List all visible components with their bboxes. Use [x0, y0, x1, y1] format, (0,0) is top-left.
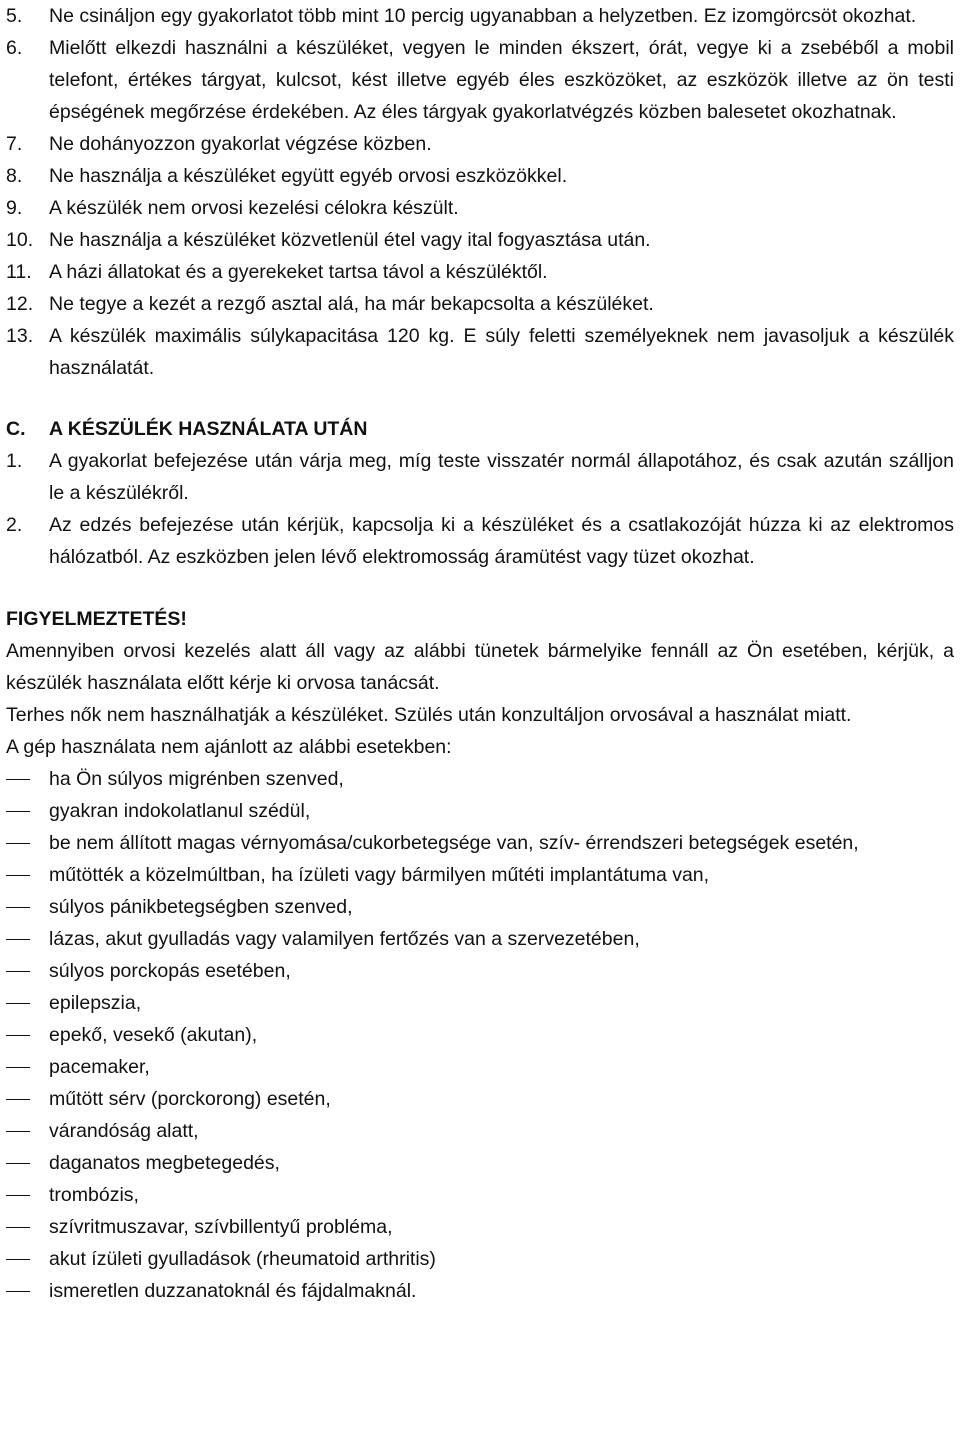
item-number: 8. — [6, 165, 23, 187]
dash-bullet — [6, 1211, 49, 1243]
dash-bullet — [6, 763, 49, 795]
list-item — [6, 224, 954, 256]
item-text: súlyos porckopás esetében, — [49, 960, 291, 982]
item-number: 1. — [6, 450, 23, 472]
list-item — [6, 1147, 954, 1179]
item-text: Ne használja a készüléket közvetlenül étel vagy ital fogyasztása után. — [49, 229, 651, 251]
list-item — [6, 288, 954, 320]
list-item — [6, 128, 954, 160]
list-item — [6, 923, 954, 955]
dash-bullet — [6, 1275, 49, 1307]
item-text: műtötték a közelmúltban, ha ízületi vagy bármilyen műtéti implantátuma van, — [49, 864, 710, 886]
section-c-heading — [6, 413, 954, 445]
item-text: daganatos megbetegedés, — [49, 1152, 280, 1174]
item-text: súlyos pánikbetegségben szenved, — [49, 896, 353, 918]
dash-bullet — [6, 1083, 49, 1115]
dash-bullet — [6, 1243, 49, 1275]
list-item — [6, 32, 954, 128]
item-text: epilepszia, — [49, 992, 142, 1014]
item-text: akut ízületi gyulladások (rheumatoid arthritis) — [49, 1248, 436, 1270]
item-text: ismeretlen duzzanatoknál és fájdalmaknál. — [49, 1280, 417, 1302]
dash-bullet — [6, 1115, 49, 1147]
list-item — [6, 1275, 954, 1307]
list-item — [6, 827, 954, 859]
item-text: Ne dohányozzon gyakorlat végzése közben. — [49, 133, 432, 155]
warning-paragraph: Amennyiben orvosi kezelés alatt áll vagy az alábbi tünetek bármelyike fennáll az Ön esetében, kérjük, a készülék használata előtt kérje ki orvosa tanácsát. — [6, 640, 954, 694]
item-text: szívritmuszavar, szívbillentyű probléma, — [49, 1216, 393, 1238]
list-item — [6, 192, 954, 224]
list-item — [6, 1179, 954, 1211]
list-item — [6, 1115, 954, 1147]
dash-bullet — [6, 859, 49, 891]
list-item — [6, 891, 954, 923]
item-number: 7. — [6, 133, 23, 155]
section-title: A KÉSZÜLÉK HASZNÁLATA UTÁN — [49, 418, 368, 440]
item-text: lázas, akut gyulladás vagy valamilyen fertőzés van a szervezetében, — [49, 928, 640, 950]
item-text: be nem állított magas vérnyomása/cukorbetegsége van, szív- érrendszeri betegségek esetén, — [49, 832, 859, 854]
dash-bullet — [6, 987, 49, 1019]
safety-rules-list — [6, 0, 954, 384]
item-number: 13. — [6, 325, 34, 347]
item-text: trombózis, — [49, 1184, 139, 1206]
dash-bullet — [6, 1179, 49, 1211]
item-text: Ne csináljon egy gyakorlatot több mint 10 percig ugyanabban a helyzetben. Ez izomgörcsöt okozhat. — [49, 5, 917, 27]
conditions-list — [6, 763, 954, 1307]
dash-bullet — [6, 827, 49, 859]
list-item — [6, 1019, 954, 1051]
item-number: 10. — [6, 229, 34, 251]
list-item — [6, 445, 954, 509]
section-letter: C. — [6, 418, 26, 440]
list-item — [6, 0, 954, 32]
item-text: várandóság alatt, — [49, 1120, 199, 1142]
item-text: A gyakorlat befejezése után várja meg, míg teste visszatér normál állapotához, és csak azután szálljon le a készülékről. — [49, 450, 954, 504]
list-item — [6, 256, 954, 288]
item-text: Ne tegye a kezét a rezgő asztal alá, ha már bekapcsolta a készüléket. — [49, 293, 654, 315]
item-text: Mielőtt elkezdi használni a készüléket, vegyen le minden ékszert, órát, vegye ki a zsebéből a mobil telefont, értékes tárgyat, kulcsot, kést illetve egyéb éles eszközöket, az eszközök illetve az ön testi épségének megőrzése érdekében. Az éles tárgyak gyakorlatvégzés közben balesetet okozhatnak. — [49, 37, 954, 123]
pregnancy-paragraph: Terhes nők nem használhatják a készüléket. Szülés után konzultáljon orvosával a használat miatt. — [6, 704, 852, 726]
item-text: A házi állatokat és a gyerekeket tartsa távol a készüléktől. — [49, 261, 548, 283]
list-item — [6, 1243, 954, 1275]
item-number: 11. — [6, 261, 32, 283]
after-use-list — [6, 445, 954, 573]
list-item — [6, 1083, 954, 1115]
item-text: Az edzés befejezése után kérjük, kapcsolja ki a készüléket és a csatlakozóját húzza ki az elektromos hálózatból. Az eszközben jelen lévő elektromosság áramütést vagy tüzet okozhat. — [49, 514, 954, 568]
spacer — [6, 573, 954, 603]
dash-bullet — [6, 795, 49, 827]
item-text: pacemaker, — [49, 1056, 150, 1078]
list-item — [6, 859, 954, 891]
list-item — [6, 1211, 954, 1243]
list-item — [6, 987, 954, 1019]
item-text: Ne használja a készüléket együtt egyéb orvosi eszközökkel. — [49, 165, 568, 187]
dash-bullet — [6, 1147, 49, 1179]
list-item — [6, 955, 954, 987]
spacer — [6, 384, 954, 413]
item-text: gyakran indokolatlanul szédül, — [49, 800, 311, 822]
item-text: ha Ön súlyos migrénben szenved, — [49, 768, 344, 790]
item-number: 2. — [6, 514, 23, 536]
item-text: műtött sérv (porckorong) esetén, — [49, 1088, 331, 1110]
dash-bullet — [6, 1019, 49, 1051]
item-number: 6. — [6, 37, 23, 59]
list-item — [6, 509, 954, 573]
warning-heading: FIGYELMEZTETÉS! — [6, 608, 187, 630]
dash-bullet — [6, 923, 49, 955]
list-item — [6, 160, 954, 192]
list-item — [6, 320, 954, 384]
item-text: A készülék maximális súlykapacitása 120 kg. E súly feletti személyeknek nem javasoljuk a készülék használatát. — [49, 325, 954, 379]
list-item — [6, 1051, 954, 1083]
not-recommended-intro: A gép használata nem ajánlott az alábbi esetekben: — [6, 736, 452, 758]
list-item — [6, 763, 954, 795]
item-number: 5. — [6, 5, 23, 27]
list-item — [6, 795, 954, 827]
item-text: A készülék nem orvosi kezelési célokra készült. — [49, 197, 459, 219]
item-number: 9. — [6, 197, 23, 219]
dash-bullet — [6, 955, 49, 987]
item-number: 12. — [6, 293, 34, 315]
dash-bullet — [6, 1051, 49, 1083]
dash-bullet — [6, 891, 49, 923]
item-text: epekő, vesekő (akutan), — [49, 1024, 258, 1046]
